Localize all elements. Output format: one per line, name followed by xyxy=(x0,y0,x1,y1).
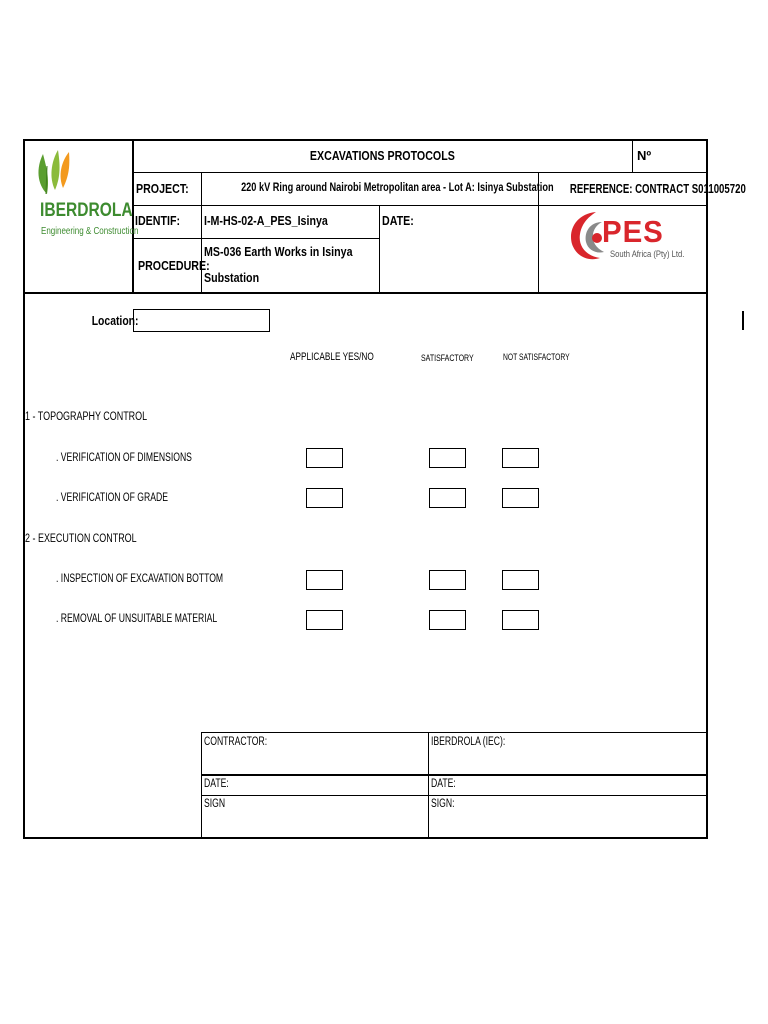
contractor-label: CONTRACTOR: xyxy=(204,736,268,748)
not-satisfactory-checkbox[interactable] xyxy=(502,488,539,508)
project-label: PROJECT: xyxy=(136,181,189,196)
column-not-satisfactory: NOT SATISFACTORY xyxy=(503,352,570,362)
date-label: DATE: xyxy=(382,213,414,228)
item-verification-grade: . VERIFICATION OF GRADE xyxy=(56,492,168,504)
iberdrola-logo xyxy=(30,146,139,241)
header-bottom-rule xyxy=(23,292,708,294)
identif-value: I-M-HS-02-A_PES_Isinya xyxy=(204,213,328,228)
column-applicable: APPLICABLE YES/NO xyxy=(290,351,374,363)
procedure-value-line1: MS-036 Earth Works in Isinya xyxy=(204,244,353,259)
signature-center-vrule xyxy=(428,732,429,838)
column-satisfactory: SATISFACTORY xyxy=(421,353,474,363)
header-rule-2 xyxy=(133,205,708,206)
not-satisfactory-checkbox[interactable] xyxy=(502,570,539,590)
applicable-checkbox[interactable] xyxy=(306,570,343,590)
signature-top-rule xyxy=(201,732,708,733)
iberdrola-date-label: DATE: xyxy=(431,778,456,790)
iberdrola-tagline: Engineering & Construction xyxy=(41,226,139,237)
iberdrola-sign-label: SIGN: xyxy=(431,798,455,810)
signature-date-rule xyxy=(201,795,708,796)
pes-tagline: South Africa (Pty) Ltd. xyxy=(610,249,685,259)
not-satisfactory-checkbox[interactable] xyxy=(502,610,539,630)
applicable-checkbox[interactable] xyxy=(306,448,343,468)
item-inspection-bottom: . INSPECTION OF EXCAVATION BOTTOM xyxy=(56,573,224,585)
text-cursor-mark xyxy=(742,311,744,330)
reference-label: REFERENCE: CONTRACT S011005720 xyxy=(569,181,746,196)
applicable-checkbox[interactable] xyxy=(306,610,343,630)
item-verification-dimensions: . VERIFICATION OF DIMENSIONS xyxy=(56,452,192,464)
identif-label: IDENTIF: xyxy=(135,213,181,228)
satisfactory-checkbox[interactable] xyxy=(429,610,466,630)
pes-logo xyxy=(566,208,686,268)
signature-left-vrule xyxy=(201,732,202,838)
iberdrola-iec-label: IBERDROLA (IEC): xyxy=(431,736,506,748)
not-satisfactory-checkbox[interactable] xyxy=(502,448,539,468)
location-label: Location: xyxy=(91,313,139,328)
pes-name: PES xyxy=(602,214,664,249)
header-rule-3 xyxy=(133,238,379,239)
procedure-value-line2: Substation xyxy=(204,270,260,285)
iberdrola-leaves-icon xyxy=(34,146,80,196)
project-value: 220 kV Ring around Nairobi Metropolitan area - Lot A: Isinya Substation xyxy=(241,182,554,194)
contractor-date-label: DATE: xyxy=(204,778,229,790)
section-title-execution: 2 - EXECUTION CONTROL xyxy=(25,533,137,545)
form-title: EXCAVATIONS PROTOCOLS xyxy=(310,148,455,163)
satisfactory-checkbox[interactable] xyxy=(429,448,466,468)
location-input[interactable] xyxy=(133,309,270,332)
header-vrule-number xyxy=(632,140,633,173)
section-title-topography: 1 - TOPOGRAPHY CONTROL xyxy=(25,411,148,423)
header-rule-1 xyxy=(133,172,708,173)
number-label: Nº xyxy=(637,148,652,163)
applicable-checkbox[interactable] xyxy=(306,488,343,508)
iberdrola-name: IBERDROLA xyxy=(40,200,133,221)
contractor-sign-label: SIGN xyxy=(204,798,226,810)
satisfactory-checkbox[interactable] xyxy=(429,488,466,508)
satisfactory-checkbox[interactable] xyxy=(429,570,466,590)
signature-mid-rule xyxy=(201,774,708,776)
item-removal-material: . REMOVAL OF UNSUITABLE MATERIAL xyxy=(56,613,218,625)
procedure-label: PROCEDURE: xyxy=(138,258,210,273)
